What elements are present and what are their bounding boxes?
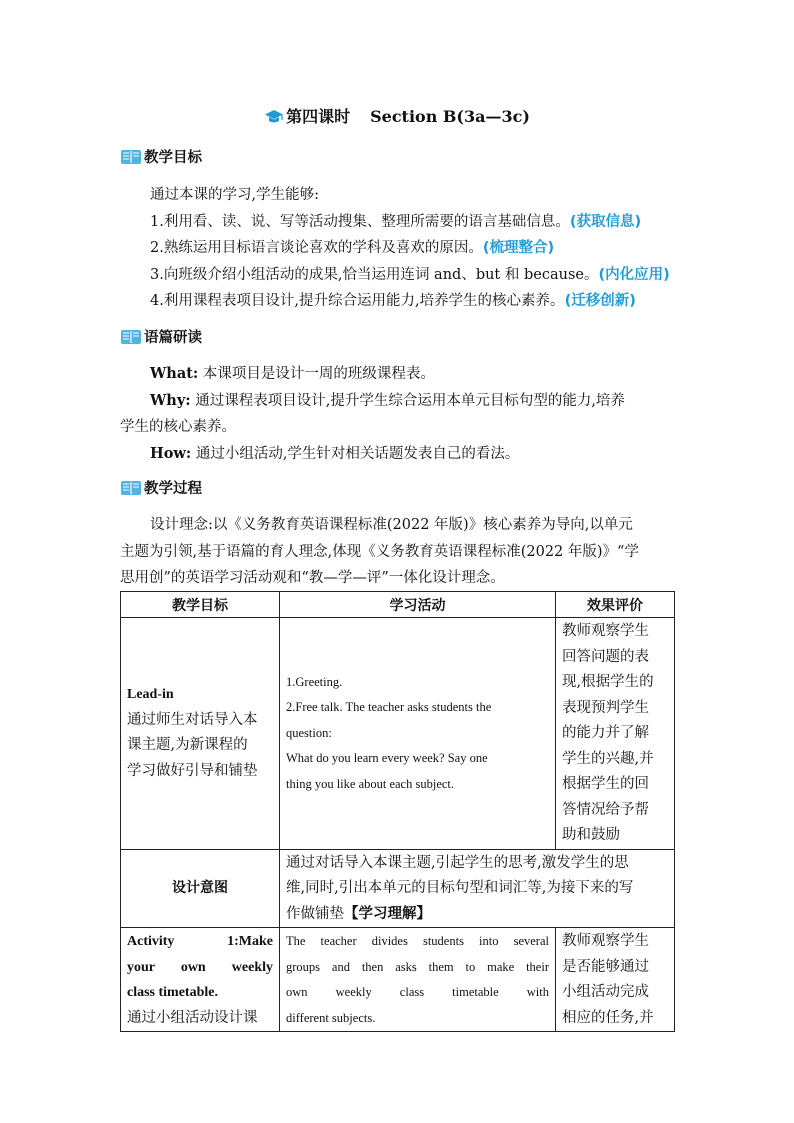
activity-cell: 1.Greeting. 2.Free talk. The teacher asks students the question: What do you learn every week? Say one thing you like about each subject. [280,618,556,850]
analysis-what: What: 本课项目是设计一周的班级课程表。 [150,365,435,382]
lesson-plan-table [120,591,675,1032]
objective-item: 2.熟练运用目标语言谈论喜欢的学科及喜欢的原因。(梳理整合) [150,240,555,256]
goal-cell: Lead-in 通过师生对话导入本 课主题,为新课程的 学习做好引导和铺垫 [121,618,280,850]
lesson-section: Section B(3a—3c) [370,107,530,126]
objective-item: 1.利用看、读、说、写等活动搜集、整理所需要的语言基础信息。(获取信息) [150,213,642,230]
table-row [121,618,675,850]
design-intent-text: 通过对话导入本课主题,引起学生的思考,激发学生的思 维,同时,引出本单元的目标句型和词汇等,为接下来的写 作做铺垫【学习理解】 [280,849,675,928]
activity-cell: The teacher divides students into several groups and then asks them to make their own weekly class timetable with different subjects. [280,928,556,1032]
book-icon [120,479,142,504]
page-title [0,104,794,133]
column-header: 教学目标 [121,592,280,618]
process-concept [120,512,674,592]
table-row [121,928,675,1032]
goal-cell: Activity 1:Make your own weekly class timetable. 通过小组活动设计课 [121,928,280,1032]
analysis-body [120,361,674,467]
goal-title: Lead-in [127,687,174,703]
analysis-how: How: 通过小组活动,学生针对相关话题发表自己的看法。 [150,444,520,462]
evaluation-cell: 教师观察学生 是否能够通过 小组活动完成 相应的任务,并 [556,928,675,1032]
section-heading-objectives: 教学目标 [120,147,202,169]
graduation-cap-icon [264,107,284,133]
table-row [121,849,675,928]
objectives-intro: 通过本课的学习,学生能够: [150,187,319,203]
evaluation-cell: 教师观察学生 回答问题的表 现,根据学生的 表现预判学生 的能力并了解 学生的兴趣,并 根据学生的回 答情况给予帮 助和鼓励 [556,618,675,850]
section-heading-analysis: 语篇研读 [120,327,202,349]
lesson-number: 第四课时 [286,107,351,126]
section-heading-process: 教学过程 [120,478,202,500]
concept-line: 设计理念:以《义务教育英语课程标准(2022 年版)》核心素养为导向,以单元 [150,517,633,533]
objectives-body [120,182,674,315]
column-header: 效果评价 [556,592,675,618]
objective-item: 4.利用课程表项目设计,提升综合运用能力,培养学生的核心素养。(迁移创新) [150,293,636,309]
design-intent-label: 设计意图 [121,849,280,928]
analysis-why: Why: 通过课程表项目设计,提升学生综合运用本单元目标句型的能力,培养 [150,391,625,409]
table-header-row [121,592,675,618]
concept-line: 主题为引领,基于语篇的育人理念,体现《义务教育英语课程标准(2022 年版)》“学 [120,543,639,560]
objective-item: 3.向班级介绍小组活动的成果,恰当运用连词 and、but 和 because。(内化应用) [150,266,670,283]
book-icon [120,328,142,353]
book-icon [120,148,142,173]
design-intent-tag: 【学习理解】 [344,905,431,922]
analysis-why-cont: 学生的核心素养。 [120,419,236,435]
concept-line: 思用创”的英语学习活动观和“教—学—评”一体化设计理念。 [120,570,505,586]
column-header: 学习活动 [280,592,556,618]
